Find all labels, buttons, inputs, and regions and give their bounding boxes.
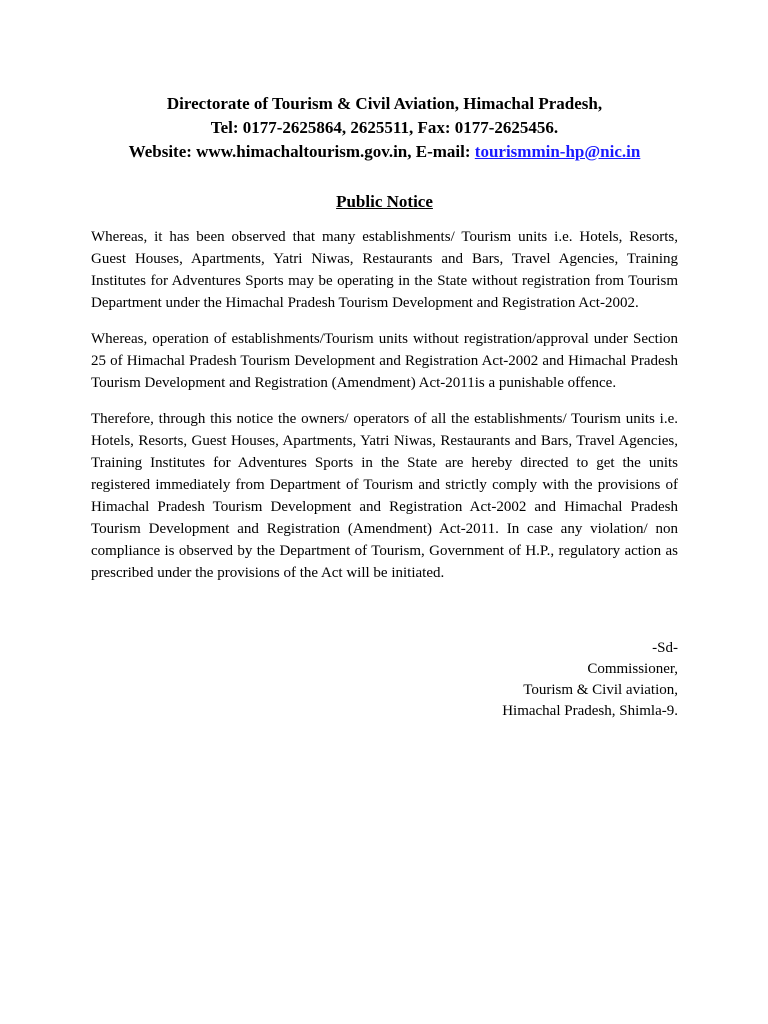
notice-paragraph-2: Whereas, operation of establishments/Tourism units without registration/approval under Section 25 of Himachal Pradesh Tourism Development and Registration Act-2002 and Himachal Pradesh Tourism Development and Registration (Amendment) Act-2011is a punishable offence. bbox=[91, 331, 678, 391]
notice-paragraph-1: Whereas, it has been observed that many establishments/ Tourism units i.e. Hotels, Resorts, Guest Houses, Apartments, Yatri Niwas, Restaurants and Bars, Travel Agencies, Training Institutes for Adventures Sports may be operating in the State without registration from Tourism Department under the Himachal Pradesh Tourism Development and Registration Act-2002. bbox=[91, 229, 678, 311]
notice-paragraph-3: Therefore, through this notice the owners/ operators of all the establishments/ Tourism units i.e. Hotels, Resorts, Guest Houses, Apartments, Yatri Niwas, Restaurants and Bars, Travel Agencies, Training Institutes for Adventures Sports in the State are hereby directed to get the units registered immediately from Department of Tourism and strictly comply with the provisions of Himachal Pradesh Tourism Development and Registration Act-2002 and Himachal Pradesh Tourism Development and Registration (Amendment) Act-2011. In case any violation/ non compliance is observed by the Department of Tourism, Government of H.P., regulatory action as prescribed under the provisions of the Act will be initiated. bbox=[91, 411, 678, 581]
signatory-location: Himachal Pradesh, Shimla-9. bbox=[502, 703, 678, 719]
website-label: Website: www.himachaltourism.gov.in, E-mail: bbox=[128, 142, 475, 161]
signatory-designation: Commissioner, bbox=[587, 661, 678, 677]
signed-mark: -Sd- bbox=[652, 640, 678, 656]
email-link[interactable]: tourismmin-hp@nic.in bbox=[474, 142, 641, 161]
signatory-department: Tourism & Civil aviation, bbox=[523, 682, 678, 698]
contact-phone-fax: Tel: 0177-2625864, 2625511, Fax: 0177-2625456. bbox=[210, 118, 559, 137]
signature-block bbox=[91, 638, 678, 722]
directorate-name: Directorate of Tourism & Civil Aviation, Himachal Pradesh, bbox=[166, 94, 603, 113]
page-title: Public Notice bbox=[336, 192, 433, 211]
contact-web-email bbox=[91, 140, 678, 164]
letterhead bbox=[91, 92, 678, 164]
notice-document bbox=[91, 92, 678, 722]
